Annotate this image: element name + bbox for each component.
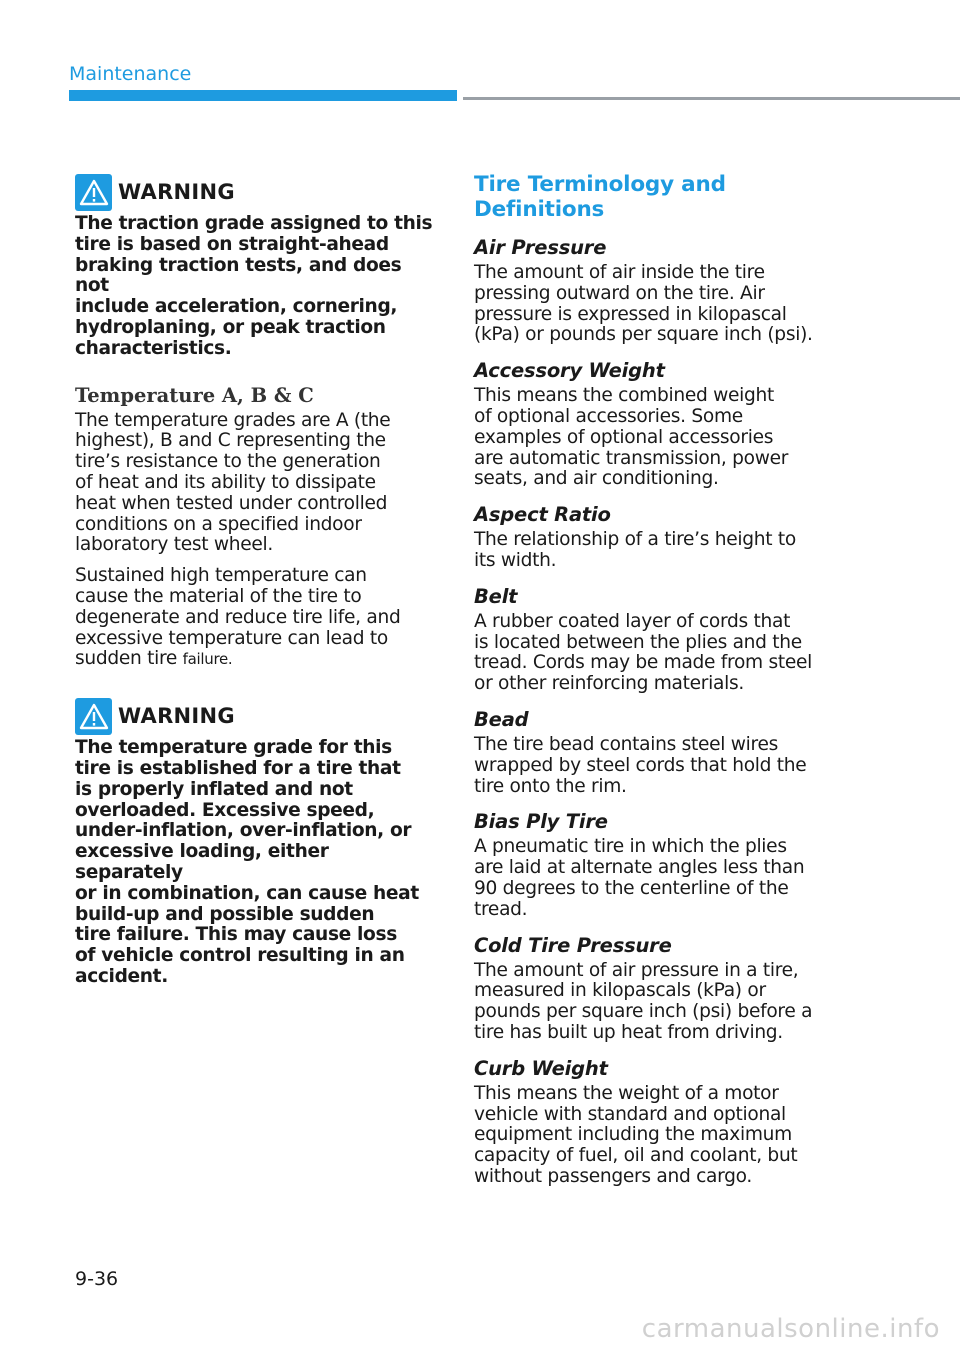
warning-label: WARNING: [118, 180, 235, 204]
term-definition: The amount of air inside the tire pressing outward on the tire. Air pressure is expressed in kilopascal (kPa) or pounds per square inch (psi).: [474, 262, 813, 346]
temperature-heading: Temperature A, B & C: [75, 383, 314, 407]
term-heading: Cold Tire Pressure: [474, 933, 672, 957]
section-title: Maintenance: [69, 63, 192, 85]
header-rule: [463, 97, 960, 100]
warning-label: WARNING: [118, 704, 235, 729]
term-heading: Curb Weight: [474, 1056, 608, 1080]
page-number: 9-36: [75, 1268, 119, 1290]
warning-text: The traction grade assigned to this tire is based on straight-ahead braking traction tests, and does not include acceleration, cornering, hydroplaning, or peak traction characteristics.: [75, 213, 433, 359]
warning-text: The temperature grade for this tire is established for a tire that is properly inflated and not overloaded. Excessive speed, under-inflation, over-inflation, or excessive loading, either separately or in combination, can cause heat build-up and possible sudden tire failure. This may cause loss of vehicle control resulting in an accident.: [75, 737, 419, 987]
term-list: [474, 236, 844, 1188]
watermark: carmanualsonline.info: [641, 1314, 940, 1344]
term-definition: A pneumatic tire in which the plies are laid at alternate angles less than 90 degrees to the centerline of the tread.: [474, 836, 805, 920]
warning-box: [75, 172, 440, 360]
warning-triangle-icon: [75, 174, 112, 211]
term-heading: Air Pressure: [474, 236, 607, 259]
terminology-title: Tire Terminology and Definitions: [474, 172, 726, 222]
header-rule-accent: [69, 90, 457, 101]
term-heading: Bead: [474, 707, 529, 731]
term-heading: Bias Ply Tire: [474, 810, 608, 834]
term-heading: Aspect Ratio: [474, 503, 611, 527]
temperature-paragraph-2: Sustained high temperature can cause the material of the tire to degenerate and reduce tire life, and excessive temperature can lead to sudden tire failure.: [75, 565, 401, 670]
warning-triangle-icon: [75, 698, 112, 735]
warning-heading: [75, 696, 440, 736]
term-definition: The tire bead contains steel wires wrapped by steel cords that hold the tire onto the rim.: [474, 733, 807, 797]
term-definition: The relationship of a tire’s height to its width.: [474, 529, 796, 571]
term-definition: A rubber coated layer of cords that is located between the plies and the tread. Cords may be made from steel or other reinforcing materials.: [474, 610, 812, 695]
warning-box-2: [75, 696, 440, 988]
term-heading: Belt: [474, 584, 518, 608]
right-column: [474, 172, 844, 1201]
term-definition: The amount of air pressure in a tire, measured in kilopascals (kPa) or pounds per square inch (psi) before a tire has built up heat from driving.: [474, 959, 813, 1043]
left-column: [75, 172, 440, 988]
term-definition: This means the combined weight of optional accessories. Some examples of optional accessories are automatic transmission, power seats, and air conditioning.: [474, 385, 789, 490]
warning-heading: [75, 172, 440, 212]
term-heading: Accessory Weight: [474, 359, 665, 383]
temperature-paragraph: The temperature grades are A (the highest), B and C representing the tire’s resistance to the generation of heat and its ability to dissipate heat when tested under controlled conditions on a specified indoor laboratory test wheel.: [75, 409, 391, 556]
term-definition: This means the weight of a motor vehicle with standard and optional equipment including the maximum capacity of fuel, oil and coolant, but without passengers and cargo.: [474, 1082, 798, 1187]
